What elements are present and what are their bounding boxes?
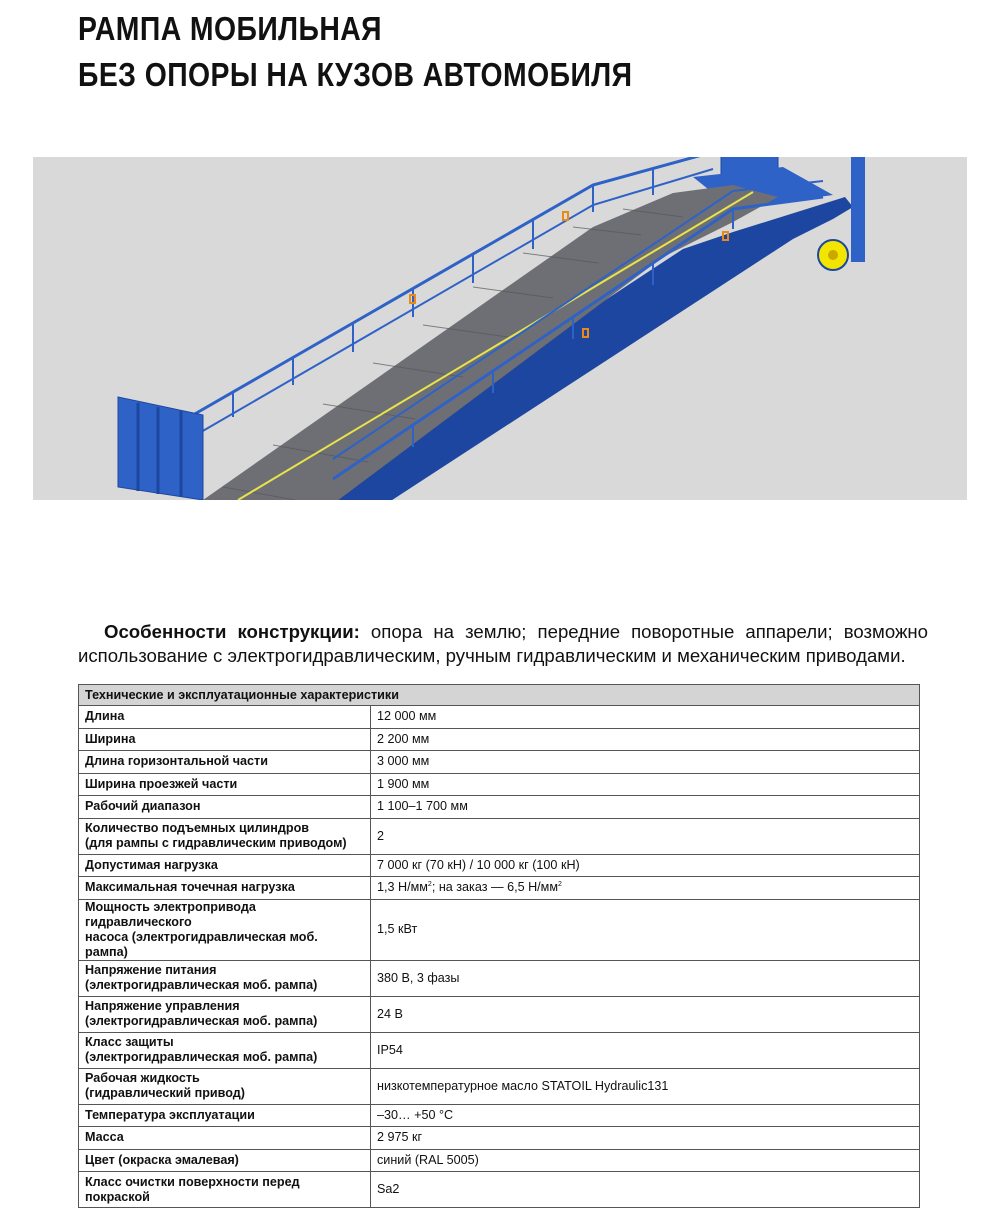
ramp-front-plates — [118, 397, 203, 500]
table-row — [79, 728, 920, 751]
spec-value: 7 000 кг (70 кН) / 10 000 кг (100 кН) — [371, 854, 920, 877]
spec-key-line-2: покраской — [85, 1189, 150, 1204]
spec-table — [78, 684, 920, 1208]
features-text: опора на землю; передние поворотные аппарели; возможно использование с электрогидравлическим, ручным гидравлическим и механическим приводами. — [78, 621, 928, 666]
spec-key-line-1: Класс очистки поверхности перед — [85, 1174, 300, 1189]
spec-key — [79, 899, 371, 960]
spec-key-line-1: Рабочая жидкость — [85, 1071, 200, 1085]
spec-key: Длина горизонтальной части — [79, 751, 371, 774]
spec-value: –30… +50 °C — [371, 1104, 920, 1127]
spec-key-line-2: (электрогидравлическая моб. рампа) — [85, 1014, 318, 1028]
table-row — [79, 1127, 920, 1150]
spec-key-line-2: (гидравлический привод) — [85, 1086, 245, 1100]
spec-value — [371, 877, 920, 900]
spec-value: 1 100–1 700 мм — [371, 796, 920, 819]
spec-key: Рабочий диапазон — [79, 796, 371, 819]
table-row — [79, 996, 920, 1032]
spec-value: 1 900 мм — [371, 773, 920, 796]
features-paragraph — [78, 620, 928, 668]
spec-value-part-b: ; на заказ — 6,5 Н/мм — [431, 880, 558, 895]
spec-value: 380 В, 3 фазы — [371, 960, 920, 996]
spec-value: 12 000 мм — [371, 706, 920, 729]
spec-key: Масса — [79, 1127, 371, 1150]
page-title — [78, 6, 852, 98]
spec-key: Допустимая нагрузка — [79, 854, 371, 877]
table-row — [79, 706, 920, 729]
spec-key: Максимальная точечная нагрузка — [79, 877, 371, 900]
table-row — [79, 773, 920, 796]
spec-value: 24 В — [371, 996, 920, 1032]
spec-key — [79, 818, 371, 854]
ramp-support-leg — [851, 157, 865, 262]
spec-key-line-1: Напряжение управления — [85, 999, 240, 1013]
spec-value: низкотемпературное масло STATOIL Hydraulic131 — [371, 1068, 920, 1104]
table-row — [79, 1104, 920, 1127]
table-row — [79, 1032, 920, 1068]
table-row — [79, 818, 920, 854]
spec-value: синий (RAL 5005) — [371, 1149, 920, 1172]
table-row — [79, 751, 920, 774]
table-row — [79, 899, 920, 960]
spec-value-sup-b: 2 — [558, 881, 562, 889]
spec-key-line-2: (для рампы с гидравлическим приводом) — [85, 836, 347, 850]
spec-value: 2 — [371, 818, 920, 854]
spec-table-header-row — [79, 685, 920, 706]
table-row — [79, 1068, 920, 1104]
spec-key — [79, 960, 371, 996]
spec-value: 3 000 мм — [371, 751, 920, 774]
spec-value: Sa2 — [371, 1172, 920, 1208]
spec-key — [79, 1032, 371, 1068]
spec-key-line-1: Количество подъемных цилиндров — [85, 821, 310, 835]
spec-key: Длина — [79, 706, 371, 729]
spec-value: 1,5 кВт — [371, 899, 920, 960]
ramp-deck — [203, 185, 778, 500]
spec-key-line-2: насоса (электрогидравлическая моб. рампа) — [85, 929, 318, 959]
spec-key: Температура эксплуатации — [79, 1104, 371, 1127]
page-title-line-2: БЕЗ ОПОРЫ НА КУЗОВ АВТОМОБИЛЯ — [78, 56, 633, 93]
spec-key-line-2: (электрогидравлическая моб. рампа) — [85, 978, 318, 992]
spec-value-sup-a: 2 — [427, 881, 432, 889]
ramp-illustration — [33, 157, 967, 500]
spec-table-header: Технические и эксплуатационные характеристики — [79, 685, 920, 706]
table-row — [79, 1172, 920, 1208]
spec-value-part-a: 1,3 Н/мм — [377, 880, 428, 895]
table-row — [79, 796, 920, 819]
spec-key: Ширина проезжей части — [79, 773, 371, 796]
spec-key: Ширина — [79, 728, 371, 751]
table-row — [79, 854, 920, 877]
table-row — [79, 960, 920, 996]
spec-key: Цвет (окраска эмалевая) — [79, 1149, 371, 1172]
spec-key-line-1: Мощность электропривода гидравлического — [85, 899, 256, 929]
features-label: Особенности конструкции: — [104, 621, 360, 642]
spec-value: IP54 — [371, 1032, 920, 1068]
spec-key-line-1: Напряжение питания — [85, 963, 217, 977]
spec-key — [79, 1068, 371, 1104]
page-title-line-1: РАМПА МОБИЛЬНАЯ — [78, 10, 383, 47]
spec-value: 2 975 кг — [371, 1127, 920, 1150]
spec-key-line-1: Класс защиты — [85, 1035, 174, 1049]
product-photo — [33, 157, 967, 500]
spec-value: 2 200 мм — [371, 728, 920, 751]
spec-key — [79, 1172, 371, 1208]
spec-key-line-2: (электрогидравлическая моб. рампа) — [85, 1050, 318, 1064]
table-row — [79, 877, 920, 900]
spec-key — [79, 996, 371, 1032]
table-row — [79, 1149, 920, 1172]
